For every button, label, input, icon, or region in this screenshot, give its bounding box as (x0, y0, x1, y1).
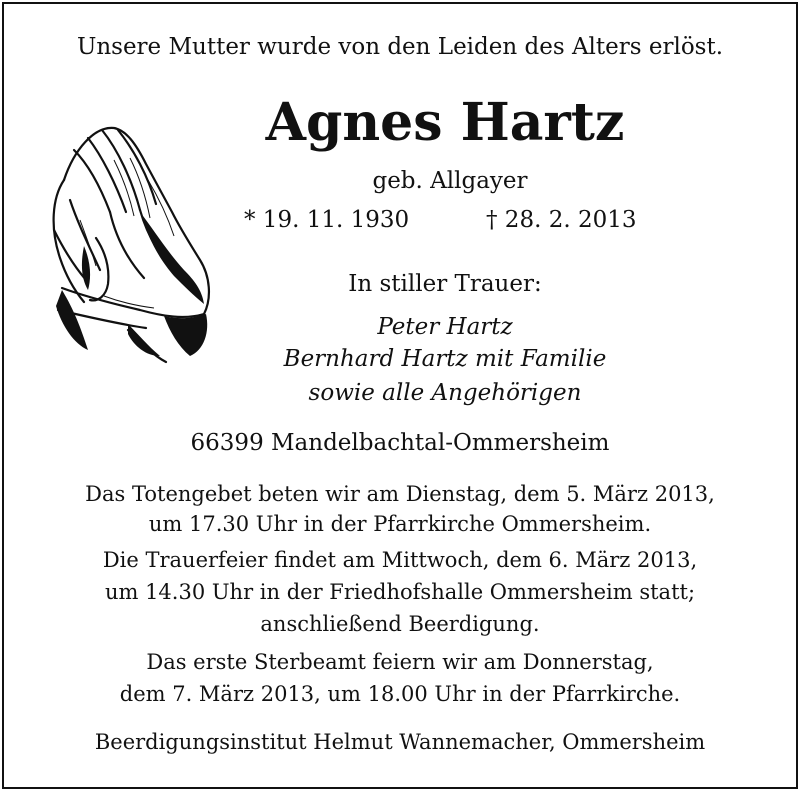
mourning-heading: In stiller Trauer: (348, 271, 542, 297)
prayer-line: Das Totengebet beten wir am Dienstag, dem 5. März 2013, (85, 482, 715, 506)
mourner-name: Bernhard Hartz mit Familie (283, 346, 607, 372)
requiem-line: dem 7. März 2013, um 18.00 Uhr in der Pfarrkirche. (119, 682, 681, 706)
undertaker-line: Beerdigungsinstitut Helmut Wannemacher, Ommersheim (94, 730, 706, 754)
mourner-name: Peter Hartz (377, 314, 513, 340)
deceased-name: Agnes Hartz (265, 92, 625, 153)
funeral-line: anschließend Beerdigung. (260, 612, 540, 636)
prayer-line: um 17.30 Uhr in der Pfarrkirche Ommersheim. (148, 512, 652, 536)
mourner-name: sowie alle Angehörigen (308, 380, 582, 406)
intro-text: Unsere Mutter wurde von den Leiden des Alters erlöst. (76, 34, 724, 60)
place-line: 66399 Mandelbachtal-Ommersheim (190, 430, 610, 456)
funeral-line: um 14.30 Uhr in der Friedhofshalle Ommersheim statt; (104, 580, 696, 604)
maiden-name: geb. Allgayer (372, 168, 528, 194)
funeral-line: Die Trauerfeier findet am Mittwoch, dem 6. März 2013, (102, 548, 698, 572)
birth-date: * 19. 11. 1930 (244, 207, 410, 233)
requiem-line: Das erste Sterbeamt feiern wir am Donnerstag, (146, 650, 654, 674)
death-date: † 28. 2. 2013 (486, 207, 637, 233)
